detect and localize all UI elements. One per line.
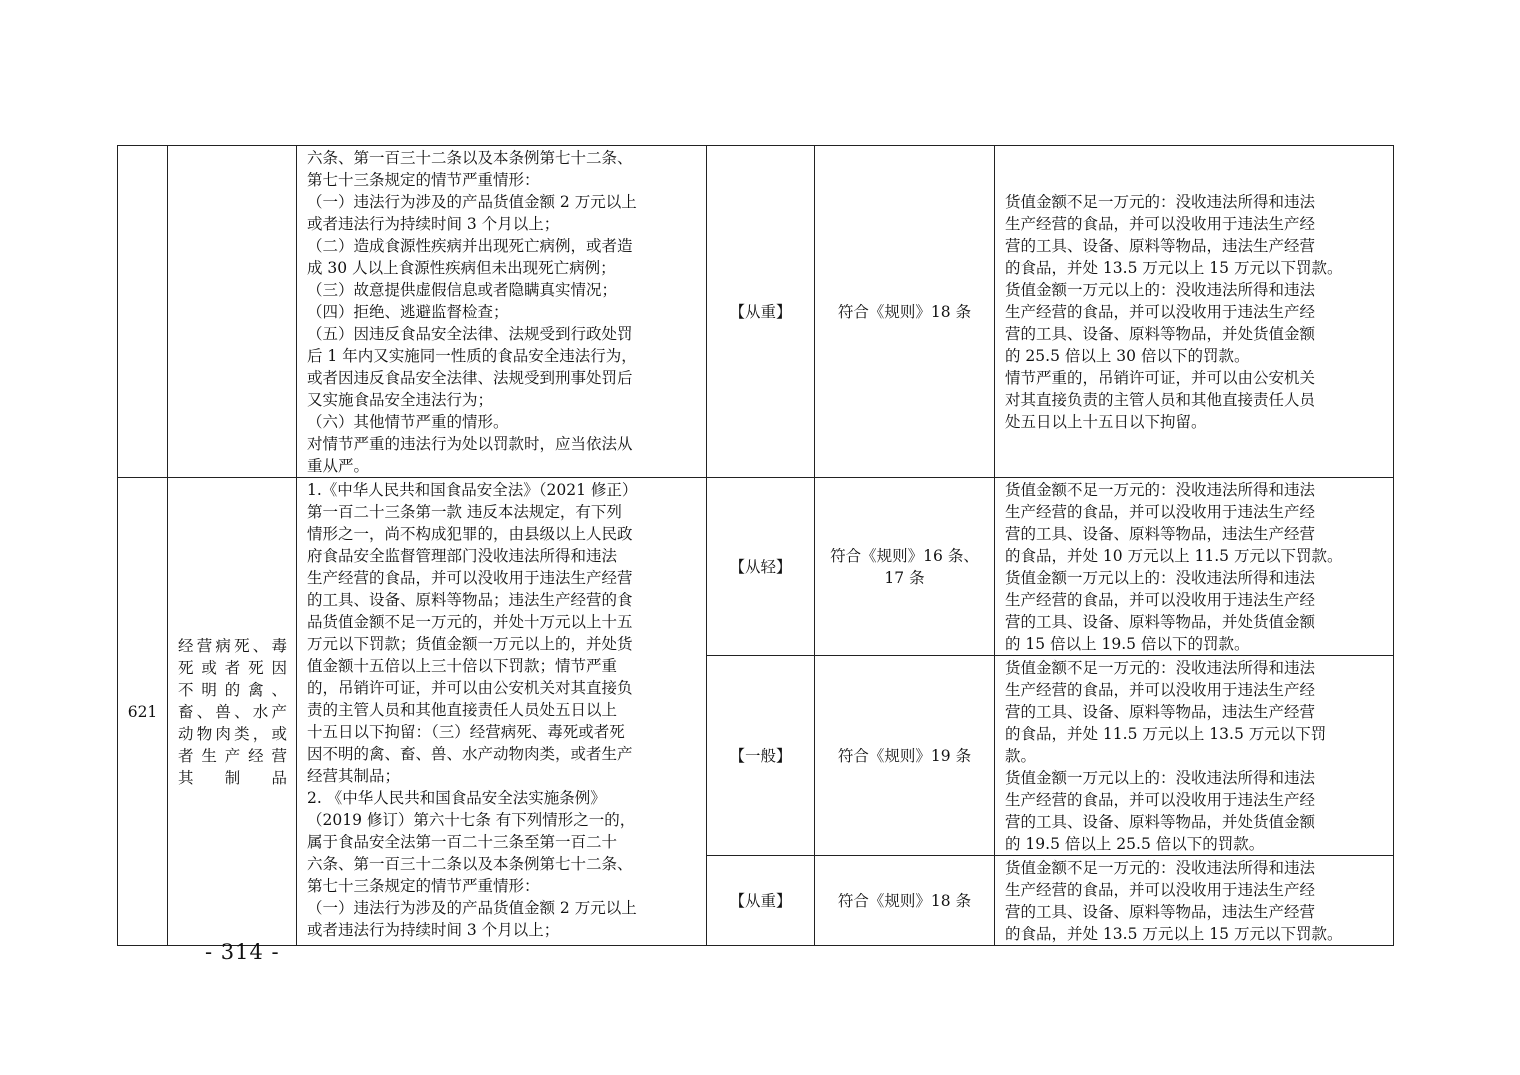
text-line: 成 30 人以上食源性疾病但未出现死亡病例； (307, 259, 616, 277)
text-line: 经营病死、毒 (178, 636, 287, 655)
text-line: 因不明的禽、畜、兽、水产动物肉类，或者生产 (307, 745, 633, 763)
text-line: 货值金额不足一万元的：没收违法所得和违法 (1005, 859, 1316, 877)
text-line: 后 1 年内又实施同一性质的食品安全违法行为， (307, 347, 637, 365)
text-line: 生产经营的食品，并可以没收用于违法生产经 (1005, 881, 1316, 899)
penalty-standard-text (1005, 191, 1387, 433)
text-line: 责的主管人员和其他直接责任人员处五日以上 (307, 701, 618, 719)
item-name-cell (168, 146, 297, 478)
text-line: 生产经营的食品，并可以没收用于违法生产经 (1005, 681, 1316, 699)
text-line: 十五日以下拘留：（三）经营病死、毒死或者死 (307, 723, 625, 741)
text-line: 生产经营的食品，并可以没收用于违法生产经 (1005, 503, 1316, 521)
text-line: 生产经营的食品，并可以没收用于违法生产经 (1005, 215, 1316, 233)
applicable-condition (821, 545, 988, 589)
text-line: 符合《规则》19 条 (837, 746, 972, 765)
text-line: 符合《规则》18 条 (837, 302, 972, 321)
text-line: （三）故意提供虚假信息或者隐瞒真实情况； (307, 281, 618, 299)
penalty-standard-text (1005, 857, 1387, 945)
applicable-condition (821, 745, 988, 767)
discretion-level: 【从重】 (729, 891, 792, 910)
text-line: 不明的禽、 (178, 680, 287, 699)
discretion-level-cell (707, 146, 815, 478)
text-line: 万元以下罚款；货值金额一万元以上的，并处货 (307, 635, 633, 653)
text-line: 货值金额一万元以上的：没收违法所得和违法 (1005, 769, 1316, 787)
penalty-standard-cell (995, 478, 1394, 656)
text-line: 货值金额不足一万元的：没收违法所得和违法 (1005, 193, 1316, 211)
text-line: 六条、第一百三十二条以及本条例第七十二条、 (307, 855, 633, 873)
text-line: （一）违法行为涉及的产品货值金额 2 万元以上 (307, 193, 637, 211)
text-line: 的食品，并处 13.5 万元以上 15 万元以下罚款。 (1005, 259, 1343, 277)
text-line: 生产经营的食品，并可以没收用于违法生产经营 (307, 569, 633, 587)
text-line: 畜、兽、水产 (178, 702, 287, 721)
item-number: 621 (127, 702, 158, 721)
text-line: 营的工具、设备、原料等物品，并处货值金额 (1005, 325, 1316, 343)
applicable-condition-cell (815, 146, 995, 478)
text-line: 府食品安全监督管理部门没收违法所得和违法 (307, 547, 618, 565)
text-line: 2. 《中华人民共和国食品安全法实施条例》 (307, 789, 606, 807)
legal-basis-cell (297, 146, 707, 478)
text-line: 对其直接负责的主管人员和其他直接责任人员 (1005, 391, 1316, 409)
text-line: 营的工具、设备、原料等物品，并处货值金额 (1005, 813, 1316, 831)
applicable-condition (821, 301, 988, 323)
text-line: 的 25.5 倍以上 30 倍以下的罚款。 (1005, 347, 1250, 365)
penalty-standard-cell (995, 146, 1394, 478)
legal-basis-text (307, 147, 698, 477)
text-line: 情形之一，尚不构成犯罪的，由县级以上人民政 (307, 525, 633, 543)
item-name-cell (168, 478, 297, 946)
text-line: 营的工具、设备、原料等物品，违法生产经营 (1005, 525, 1316, 543)
discretion-level: 【从轻】 (729, 557, 792, 576)
applicable-condition-cell (815, 656, 995, 856)
text-line: 货值金额不足一万元的：没收违法所得和违法 (1005, 481, 1316, 499)
discretion-level: 【一般】 (729, 746, 792, 765)
applicable-condition-cell (815, 478, 995, 656)
text-line: （六）其他情节严重的情形。 (307, 413, 509, 431)
text-line: 对情节严重的违法行为处以罚款时，应当依法从 (307, 435, 633, 453)
text-line: 的食品，并处 11.5 万元以上 13.5 万元以下罚 (1005, 725, 1327, 743)
text-line: 的 19.5 倍以上 25.5 倍以下的罚款。 (1005, 835, 1265, 853)
text-line: 经营其制品； (307, 767, 401, 785)
text-line: （二）造成食源性疾病并出现死亡病例，或者造 (307, 237, 633, 255)
text-line: 营的工具、设备、原料等物品，违法生产经营 (1005, 237, 1316, 255)
text-line: 值金额十五倍以上三十倍以下罚款；情节严重 (307, 657, 618, 675)
table-row (118, 146, 1394, 478)
text-line: 符合《规则》16 条、 (830, 546, 979, 565)
text-line: 款。 (1005, 747, 1037, 765)
text-line: 动物肉类，或 (178, 724, 287, 743)
text-line: 生产经营的食品，并可以没收用于违法生产经 (1005, 303, 1316, 321)
discretion-level-cell (707, 478, 815, 656)
text-line: 或者违法行为持续时间 3 个月以上； (307, 215, 560, 233)
text-line: 又实施食品安全违法行为； (307, 391, 494, 409)
applicable-condition (821, 890, 988, 912)
text-line: （四）拒绝、逃避监督检查； (307, 303, 509, 321)
penalty-standard-cell (995, 856, 1394, 946)
text-line: 营的工具、设备、原料等物品，违法生产经营 (1005, 703, 1316, 721)
text-line: 第一百二十三条第一款 违反本法规定，有下列 (307, 503, 622, 521)
text-line: 的食品，并处 13.5 万元以上 15 万元以下罚款。 (1005, 925, 1343, 943)
text-line: 其制品 (178, 768, 287, 787)
text-line: 符合《规则》18 条 (837, 891, 972, 910)
text-line: 死或者死因 (178, 658, 287, 677)
text-line: （2019 修订）第六十七条 有下列情形之一的， (307, 811, 636, 829)
text-line: 重从严。 (307, 457, 370, 475)
text-line: 处五日以上十五日以下拘留。 (1005, 413, 1207, 431)
text-line: 货值金额不足一万元的：没收违法所得和违法 (1005, 659, 1316, 677)
text-line: （五）因违反食品安全法律、法规受到行政处罚 (307, 325, 633, 343)
text-line: 生产经营的食品，并可以没收用于违法生产经 (1005, 791, 1316, 809)
text-line: 的，吊销许可证，并可以由公安机关对其直接负 (307, 679, 633, 697)
text-line: 货值金额一万元以上的：没收违法所得和违法 (1005, 569, 1316, 587)
applicable-condition-cell (815, 856, 995, 946)
item-number-cell (118, 146, 168, 478)
text-line: 1.《中华人民共和国食品安全法》（2021 修正） (307, 481, 638, 499)
discretion-level-cell (707, 656, 815, 856)
text-line: 第七十三条规定的情节严重情形： (307, 171, 540, 189)
text-line: 或者违法行为持续时间 3 个月以上； (307, 921, 560, 939)
text-line: 或者因违反食品安全法律、法规受到刑事处罚后 (307, 369, 633, 387)
legal-basis-cell (297, 478, 707, 946)
penalty-standard-text (1005, 479, 1387, 655)
text-line: （一）违法行为涉及的产品货值金额 2 万元以上 (307, 899, 637, 917)
text-line: 情节严重的，吊销许可证，并可以由公安机关 (1005, 369, 1316, 387)
text-line: 第七十三条规定的情节严重情形： (307, 877, 540, 895)
text-line: 属于食品安全法第一百二十三条至第一百二十 (307, 833, 618, 851)
item-number-cell (118, 478, 168, 946)
page-number: - 314 - (205, 940, 280, 964)
discretion-level-cell (707, 856, 815, 946)
text-line: 的食品，并处 10 万元以上 11.5 万元以下罚款。 (1005, 547, 1343, 565)
discretion-level: 【从重】 (729, 302, 792, 321)
table-row (118, 478, 1394, 656)
text-line: 营的工具、设备、原料等物品，并处货值金额 (1005, 613, 1316, 631)
text-line: 营的工具、设备、原料等物品，违法生产经营 (1005, 903, 1316, 921)
text-line: 品货值金额不足一万元的，并处十万元以上十五 (307, 613, 633, 631)
text-line: 的工具、设备、原料等物品；违法生产经营的食 (307, 591, 633, 609)
penalty-standard-text (1005, 657, 1387, 855)
text-line: 生产经营的食品，并可以没收用于违法生产经 (1005, 591, 1316, 609)
text-line: 货值金额一万元以上的：没收违法所得和违法 (1005, 281, 1316, 299)
text-line: 六条、第一百三十二条以及本条例第七十二条、 (307, 149, 633, 167)
legal-basis-text (307, 479, 698, 941)
text-line: 者生产经营 (178, 746, 287, 765)
penalty-standard-cell (995, 656, 1394, 856)
penalty-standards-table (117, 145, 1394, 946)
text-line: 的 15 倍以上 19.5 倍以下的罚款。 (1005, 635, 1250, 653)
item-name (178, 635, 287, 789)
text-line: 17 条 (884, 568, 925, 587)
